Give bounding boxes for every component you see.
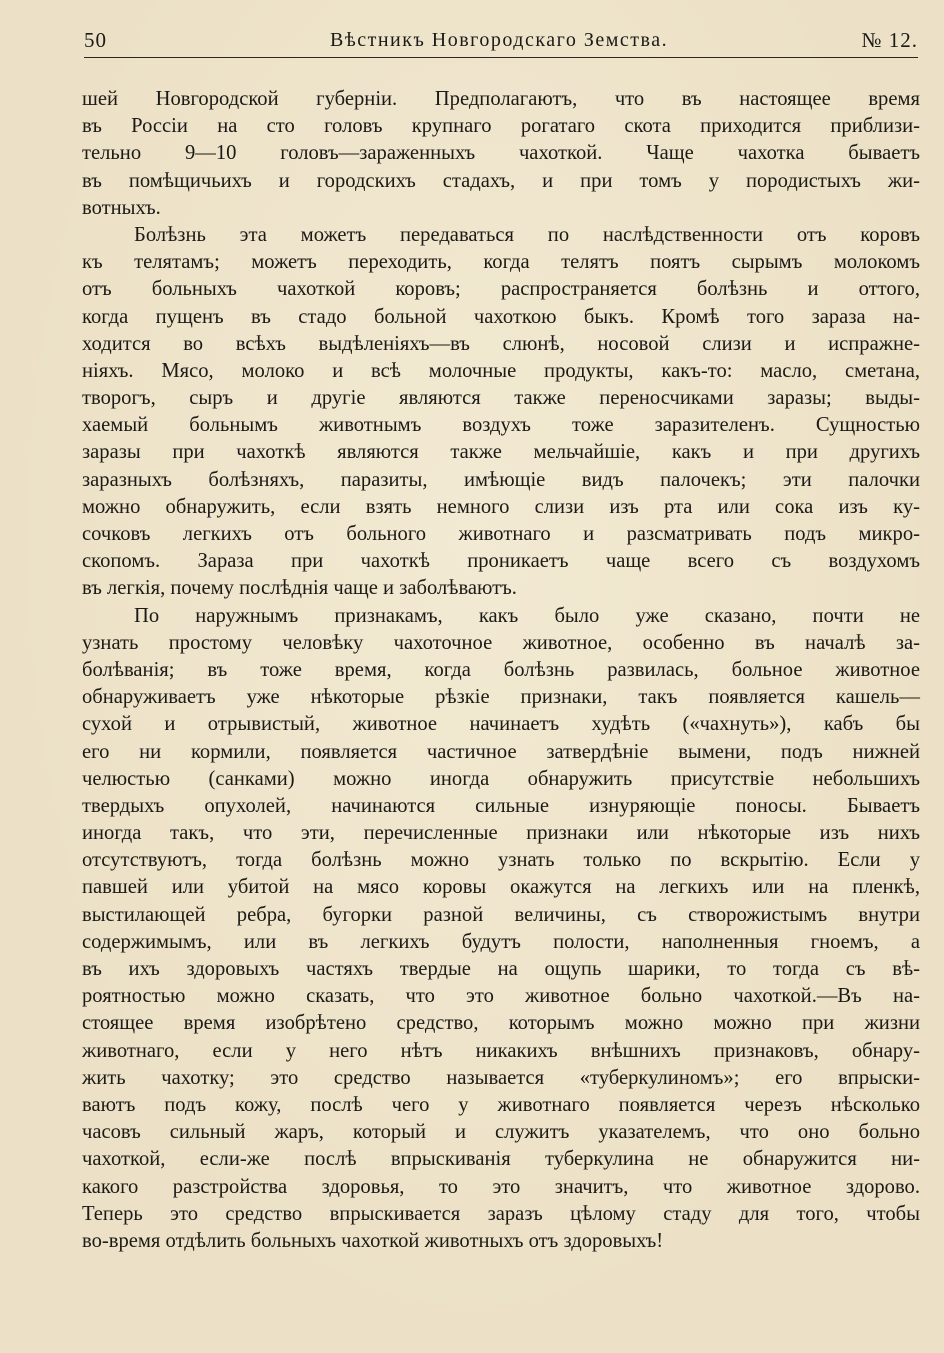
text-line: болѣванія; въ тоже время, когда болѣзнь развилась, больное животное (82, 658, 920, 681)
text-line: Болѣзнь эта можетъ передаваться по наслѣдственности отъ коровъ (134, 223, 920, 246)
text-line: заразы при чахоткѣ являются также мельчайшіе, какъ и при другихъ (82, 441, 920, 464)
text-line: челюстью (санками) можно иногда обнаружить присутствіе небольшихъ (82, 767, 920, 790)
journal-title: Вѣстникъ Новгородскаго Земства. (330, 29, 669, 51)
text-line: къ телятамъ; можетъ переходить, когда телятъ поятъ сырымъ молокомъ (82, 251, 920, 274)
text-line: творогъ, сыръ и другіе являются также переносчиками заразы; выды- (82, 387, 920, 410)
text-line: сочковъ легкихъ отъ больного животнаго и разсматривать подъ микро- (82, 523, 920, 545)
running-header (84, 28, 918, 58)
page-number: 50 (84, 28, 107, 52)
text-line: какого разстройства здоровья, то это значитъ, что животное здорово. (82, 1175, 920, 1198)
article-body (82, 86, 920, 1255)
text-line: жить чахотку; это средство называется «туберкулиномъ»; его впрыски- (82, 1066, 920, 1089)
text-line: роятностью можно сказать, что это животное больно чахоткой.—Въ на- (82, 985, 920, 1008)
paragraph (82, 222, 920, 603)
text-line: Теперь это средство впрыскивается заразъ цѣлому стаду для того, чтобы (82, 1202, 920, 1225)
text-line: стоящее время изобрѣтено средство, которымъ можно можно при жизни (82, 1012, 920, 1035)
text-line: заразныхъ болѣзняхъ, паразиты, имѣющіе видъ палочекъ; эти палочки (82, 468, 920, 491)
text-line: въ Россіи на сто головъ крупнаго рогатаго скота приходится приблизи- (82, 115, 920, 138)
text-line: часовъ сильный жаръ, который и служитъ указателемъ, что оно больно (82, 1121, 920, 1144)
text-line: отсутствуютъ, тогда болѣзнь можно узнать только по вскрытію. Если у (82, 849, 920, 872)
text-line: обнаруживаетъ уже нѣкоторые рѣзкіе признаки, такъ появляется кашель— (82, 686, 920, 709)
text-line: его ни кормили, появляется частичное затвердѣніе вымени, подъ нижней (82, 740, 920, 763)
text-line: въ легкія, почему послѣднія чаще и заболѣваютъ. (82, 577, 517, 600)
text-line: узнать простому человѣку чахоточное животное, особенно въ началѣ за- (82, 631, 920, 654)
text-line: животнаго, если у него нѣтъ никакихъ внѣшнихъ признаковъ, обнару- (82, 1039, 920, 1062)
text-line: хаемый больнымъ животнымъ воздухъ тоже заразителенъ. Сущностью (82, 414, 920, 437)
text-line: иногда такъ, что эти, перечисленные признаки или нѣкоторые изъ нихъ (82, 822, 920, 845)
text-line: отъ больныхъ чахоткой коровъ; распространяется болѣзнь и оттого, (82, 278, 920, 301)
text-line: вотныхъ. (82, 196, 161, 219)
text-line: можно обнаружить, если взять немного слизи изъ рта или сока изъ ку- (82, 495, 920, 518)
text-line: сухой и отрывистый, животное начинаетъ худѣть («чахнуть»), кабъ бы (82, 713, 920, 736)
text-line: ваютъ подъ кожу, послѣ чего у животнаго появляется черезъ нѣсколько (82, 1093, 920, 1116)
text-line: твердыхъ опухолей, начинаются сильные изнуряющіе поносы. Бываетъ (82, 794, 920, 817)
text-line: ходится во всѣхъ выдѣленіяхъ—въ слюнѣ, носовой слизи и испражне- (82, 332, 920, 355)
text-line: ніяхъ. Мясо, молоко и всѣ молочные продукты, какъ-то: масло, сметана, (82, 359, 920, 382)
text-line: скопомъ. Зараза при чахоткѣ проникаетъ чаще всего съ воздухомъ (82, 550, 920, 573)
text-line: содержимымъ, или въ легкихъ будутъ полости, наполненныя гноемъ, а (82, 930, 920, 953)
text-line: когда пущенъ въ стадо больной чахоткою быкъ. Кромѣ того зараза на- (82, 305, 920, 328)
text-line: въ ихъ здоровыхъ частяхъ твердые на ощупь шарики, то тогда съ вѣ- (82, 958, 920, 980)
text-line: въ помѣщичьихъ и городскихъ стадахъ, и при томъ у породистыхъ жи- (82, 169, 920, 192)
issue-number: № 12. (861, 28, 918, 52)
text-line: шей Новгородской губерніи. Предполагаютъ, что въ настоящее время (82, 88, 920, 110)
text-line: павшей или убитой на мясо коровы окажутся на легкихъ или на пленкѣ, (82, 876, 920, 899)
text-line: выстилающей ребра, бугорки разной величины, съ створожистымъ внутри (82, 903, 920, 926)
paragraph (82, 603, 920, 1256)
text-line: во-время отдѣлить больныхъ чахоткой животныхъ отъ здоровыхъ! (82, 1229, 664, 1252)
paragraph (82, 86, 920, 222)
text-line: По наружнымъ признакамъ, какъ было уже сказано, почти не (134, 604, 920, 627)
text-line: чахоткой, если-же послѣ впрыскиванія туберкулина не обнаружится ни- (82, 1148, 920, 1171)
text-line: тельно 9—10 головъ—зараженныхъ чахоткой. Чаще чахотка бываетъ (82, 142, 920, 165)
header-rule (84, 57, 918, 58)
